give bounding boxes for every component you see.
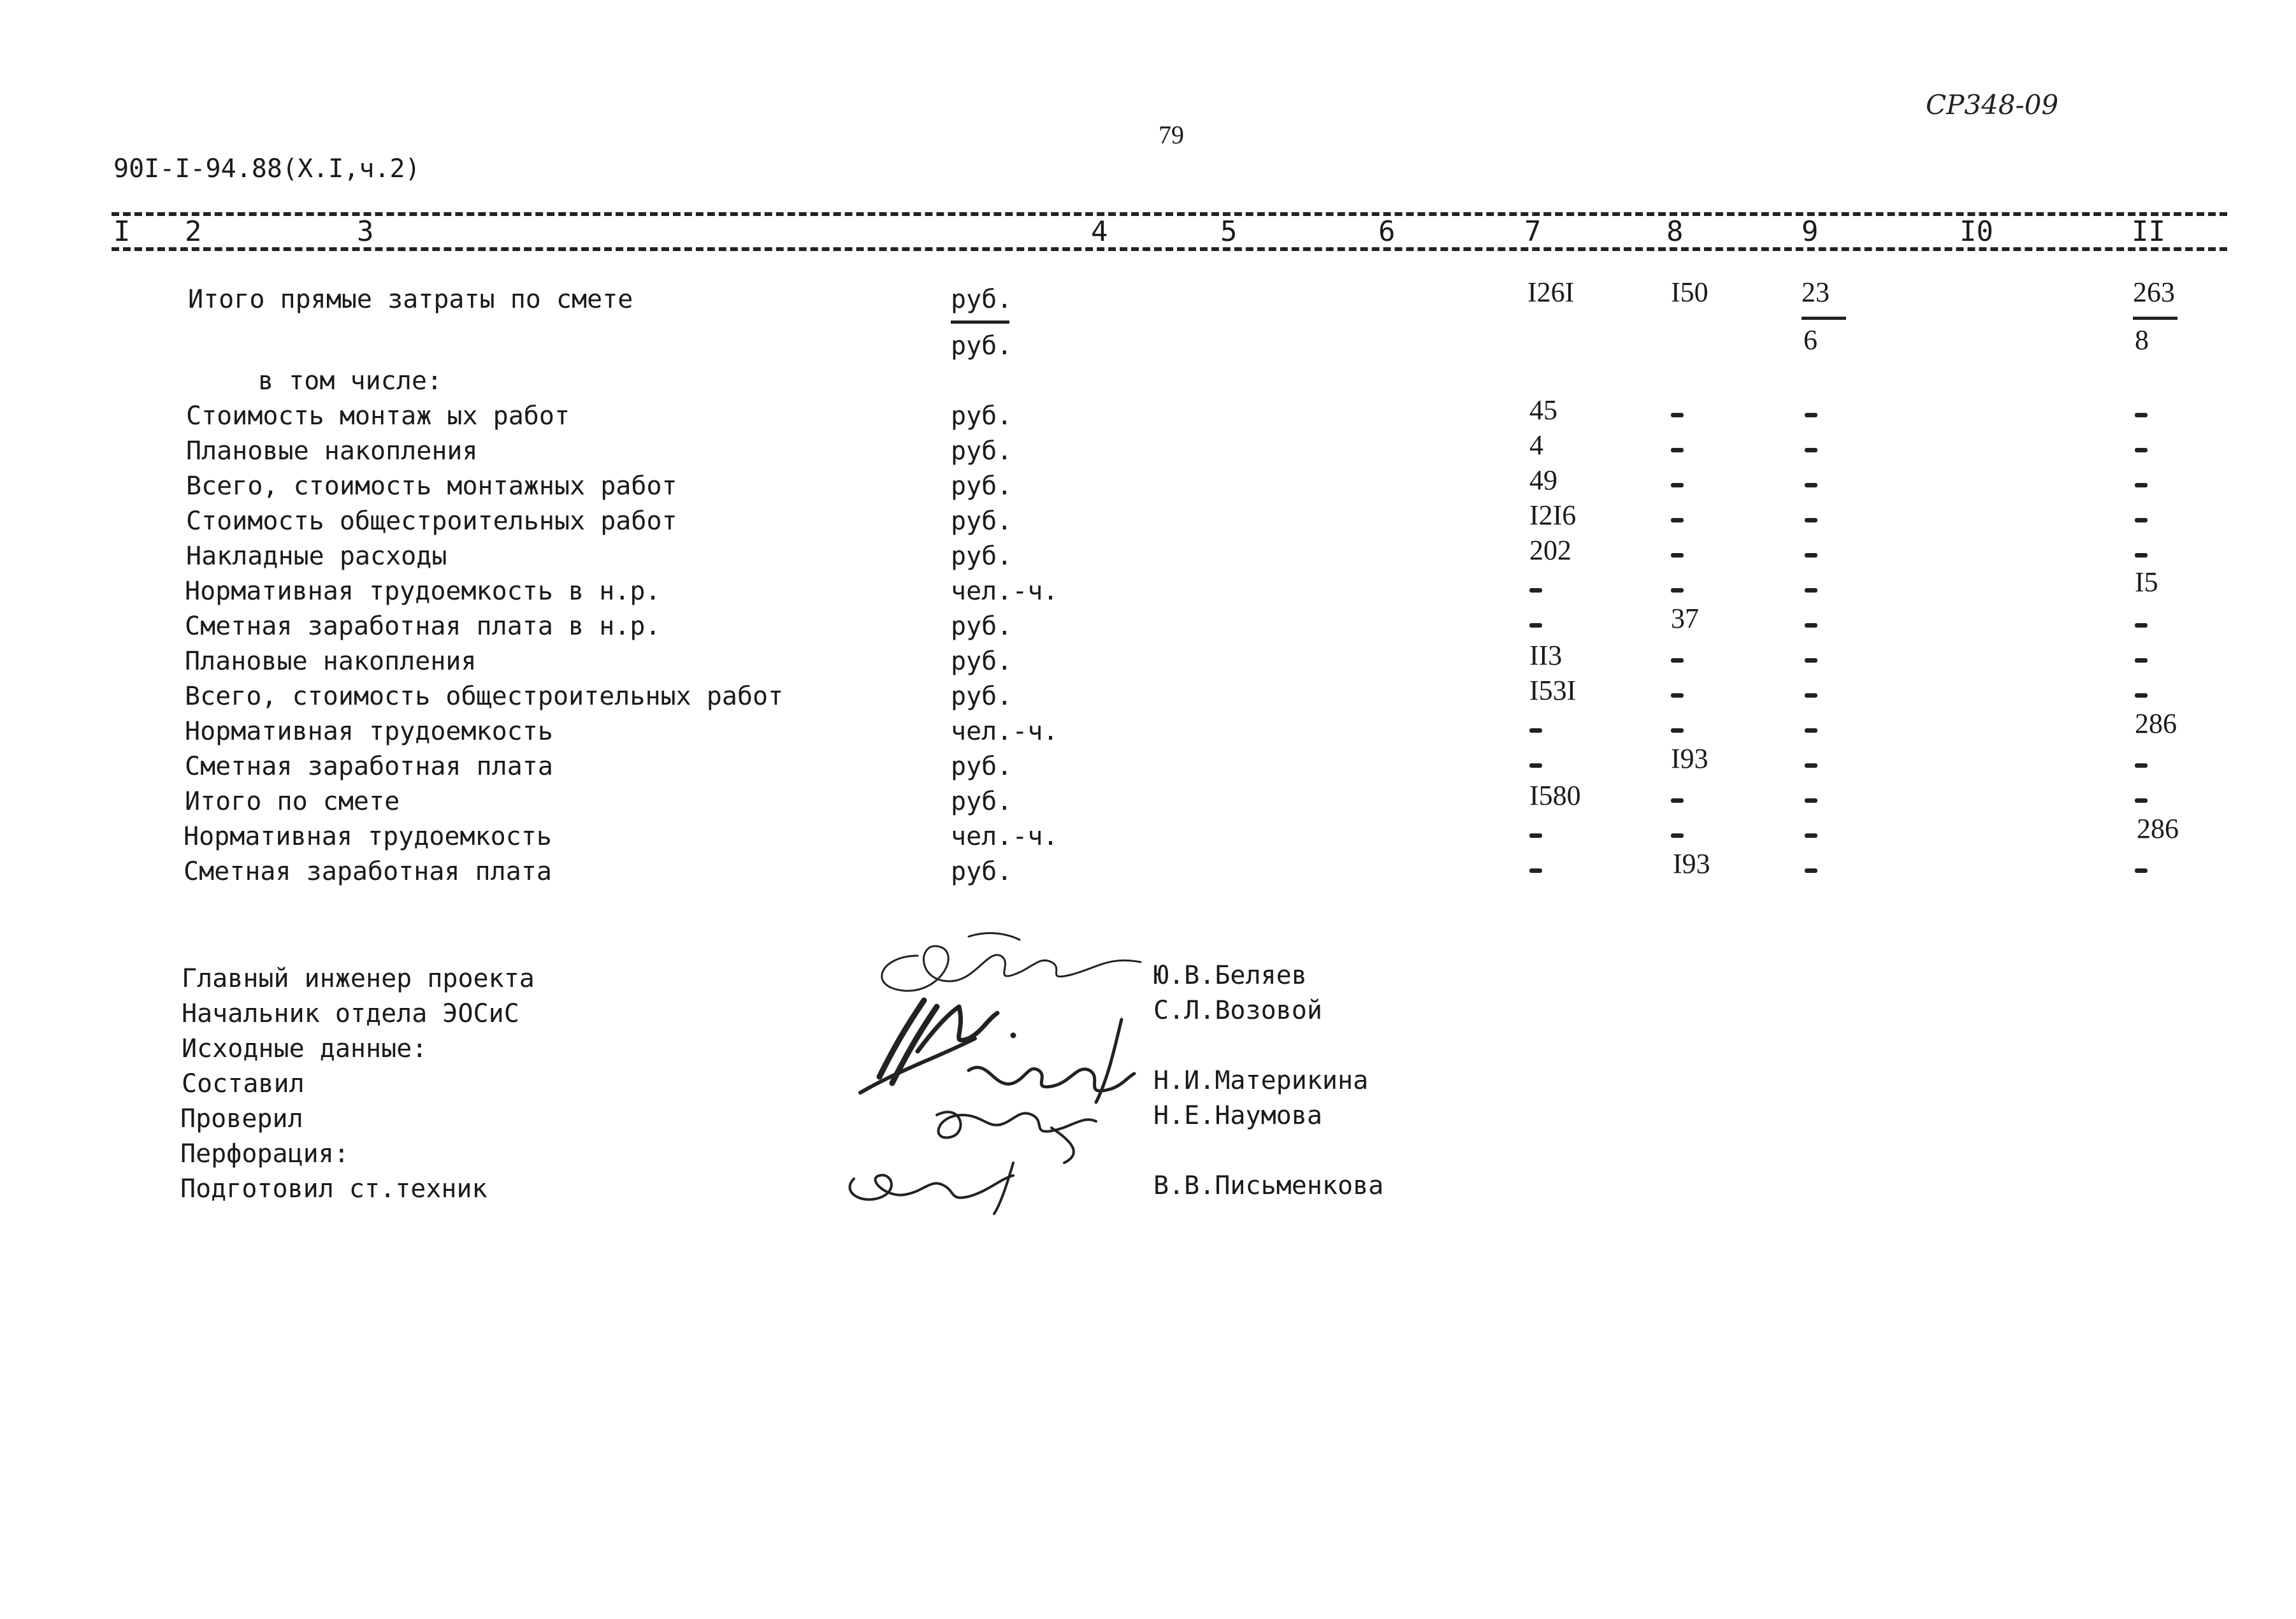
empty-dash (1671, 518, 1684, 522)
cell-col9: 6 (1803, 324, 1817, 356)
row-unit: чел.-ч. (951, 577, 1058, 606)
cell-col8: 37 (1671, 603, 1699, 634)
row-label: Итого прямые затраты по смете (188, 285, 633, 314)
page-number: 79 (1159, 120, 1184, 149)
empty-dash (1805, 518, 1817, 522)
signer-name: В.В.Письменкова (1153, 1171, 1384, 1200)
empty-dash (1529, 763, 1542, 768)
cell-col11: 286 (2135, 708, 2177, 739)
column-header: 2 (185, 215, 202, 248)
empty-dash (1529, 588, 1542, 593)
role-label: Начальник отдела ЭОСиС (182, 999, 519, 1028)
column-header: 7 (1524, 215, 1541, 248)
cell-col7: I53I (1529, 675, 1577, 706)
empty-dash (1671, 553, 1684, 558)
empty-dash (2135, 693, 2148, 698)
empty-dash (1805, 833, 1817, 838)
row-subheading: в том числе: (258, 366, 442, 396)
row-unit: руб. (951, 507, 1013, 536)
cell-col7: 45 (1529, 394, 1557, 426)
header-bottom-rule (112, 247, 2227, 251)
empty-dash (1805, 763, 1817, 768)
row-label: Стоимость общестроительных работ (186, 507, 677, 536)
empty-dash (1529, 868, 1542, 873)
empty-dash (2135, 448, 2148, 452)
row-label: Итого по смете (185, 787, 400, 816)
role-label: Подготовил ст.техник (180, 1174, 487, 1204)
cell-col7: I26I (1527, 277, 1575, 308)
role-label: Составил (182, 1069, 305, 1098)
row-unit: руб. (951, 682, 1013, 711)
signer-name: Ю.В.Беляев (1153, 961, 1307, 990)
empty-dash (1805, 413, 1817, 417)
empty-dash (2135, 868, 2148, 873)
cell-col11: 8 (2135, 324, 2149, 356)
empty-dash (1671, 413, 1684, 417)
row-unit: чел.-ч. (951, 822, 1058, 851)
row-unit: руб. (951, 471, 1013, 501)
row-label: Всего, стоимость монтажных работ (186, 471, 677, 501)
fraction-bar-col11 (2133, 317, 2177, 320)
empty-dash (1805, 868, 1817, 873)
empty-dash (1529, 833, 1542, 838)
row-unit: руб. (951, 331, 1013, 361)
empty-dash (1805, 553, 1817, 558)
empty-dash (2135, 413, 2148, 417)
empty-dash (1671, 658, 1684, 663)
row-label: Нормативная трудоемкость в н.р. (185, 577, 661, 606)
fraction-bar-unit (951, 320, 1009, 324)
row-label: Плановые накопления (186, 436, 478, 466)
empty-dash (1805, 448, 1817, 452)
row-label: Сметная заработная плата (184, 857, 552, 886)
row-label: Сметная заработная плата (185, 752, 553, 781)
column-header: I0 (1960, 215, 1993, 248)
row-label: Нормативная трудоемкость (185, 717, 553, 746)
empty-dash (1671, 833, 1684, 838)
archive-stamp: СР348-09 (1926, 89, 2059, 120)
role-label: Исходные данные: (182, 1034, 428, 1063)
row-unit: руб. (951, 542, 1013, 571)
empty-dash (1671, 728, 1684, 733)
row-unit: руб. (951, 787, 1013, 816)
row-unit: руб. (951, 285, 1013, 314)
cell-col11: 286 (2137, 813, 2179, 844)
empty-dash (2135, 483, 2148, 487)
column-header: I (113, 215, 131, 248)
empty-dash (1671, 693, 1684, 698)
empty-dash (1529, 728, 1542, 733)
empty-dash (1805, 588, 1817, 593)
role-label: Проверил (180, 1104, 303, 1133)
empty-dash (1805, 693, 1817, 698)
row-label: Стоимость монтаж ых работ (186, 401, 570, 431)
cell-col7: II3 (1529, 640, 1563, 671)
row-label: Всего, стоимость общестроительных работ (185, 682, 784, 711)
empty-dash (2135, 623, 2148, 628)
row-label: Нормативная трудоемкость (184, 822, 552, 851)
row-label: Накладные расходы (186, 542, 447, 571)
empty-dash (1671, 798, 1684, 803)
cell-col11: 263 (2133, 277, 2175, 308)
row-unit: руб. (951, 401, 1013, 431)
cell-col11: I5 (2135, 566, 2158, 598)
row-label: Сметная заработная плата в н.р. (185, 612, 661, 641)
empty-dash (2135, 763, 2148, 768)
column-header: 3 (357, 215, 374, 248)
empty-dash (1805, 728, 1817, 733)
empty-dash (2135, 518, 2148, 522)
header-top-rule (112, 212, 2227, 216)
empty-dash (1805, 658, 1817, 663)
empty-dash (1671, 588, 1684, 593)
empty-dash (1805, 623, 1817, 628)
row-unit: руб. (951, 752, 1013, 781)
empty-dash (2135, 798, 2148, 803)
cell-col7: 4 (1529, 429, 1543, 461)
column-header: 5 (1220, 215, 1238, 248)
document-code: 90I-I-94.88(X.I,ч.2) (113, 154, 421, 183)
cell-col7: 202 (1529, 535, 1571, 566)
cell-col8: I93 (1671, 743, 1708, 774)
cell-col7: I2I6 (1529, 500, 1577, 531)
empty-dash (2135, 553, 2148, 558)
empty-dash (1671, 448, 1684, 452)
empty-dash (1671, 483, 1684, 487)
empty-dash (2135, 658, 2148, 663)
fraction-bar-col9 (1801, 317, 1846, 320)
row-unit: чел.-ч. (951, 717, 1058, 746)
row-unit: руб. (951, 857, 1013, 886)
signer-name: С.Л.Возовой (1153, 996, 1322, 1025)
role-label: Главный инженер проекта (182, 964, 535, 993)
column-header: 8 (1666, 215, 1684, 248)
empty-dash (1529, 623, 1542, 628)
signer-name: Н.И.Материкина (1153, 1066, 1369, 1095)
handwritten-signatures (841, 911, 1160, 1217)
cell-col7: 49 (1529, 464, 1557, 496)
column-header: 6 (1378, 215, 1396, 248)
cell-col8: I93 (1673, 848, 1710, 879)
role-label: Перфорация: (180, 1139, 349, 1169)
cell-col9: 23 (1801, 277, 1830, 308)
empty-dash (1805, 798, 1817, 803)
column-header: 4 (1091, 215, 1108, 248)
row-unit: руб. (951, 612, 1013, 641)
row-unit: руб. (951, 436, 1013, 466)
column-header: 9 (1801, 215, 1819, 248)
column-header: II (2132, 215, 2165, 248)
cell-col8: I50 (1671, 277, 1708, 308)
row-label: Плановые накопления (185, 647, 477, 676)
row-unit: руб. (951, 647, 1013, 676)
signer-name: Н.Е.Наумова (1153, 1101, 1322, 1130)
empty-dash (1805, 483, 1817, 487)
cell-col7: I580 (1529, 780, 1581, 811)
